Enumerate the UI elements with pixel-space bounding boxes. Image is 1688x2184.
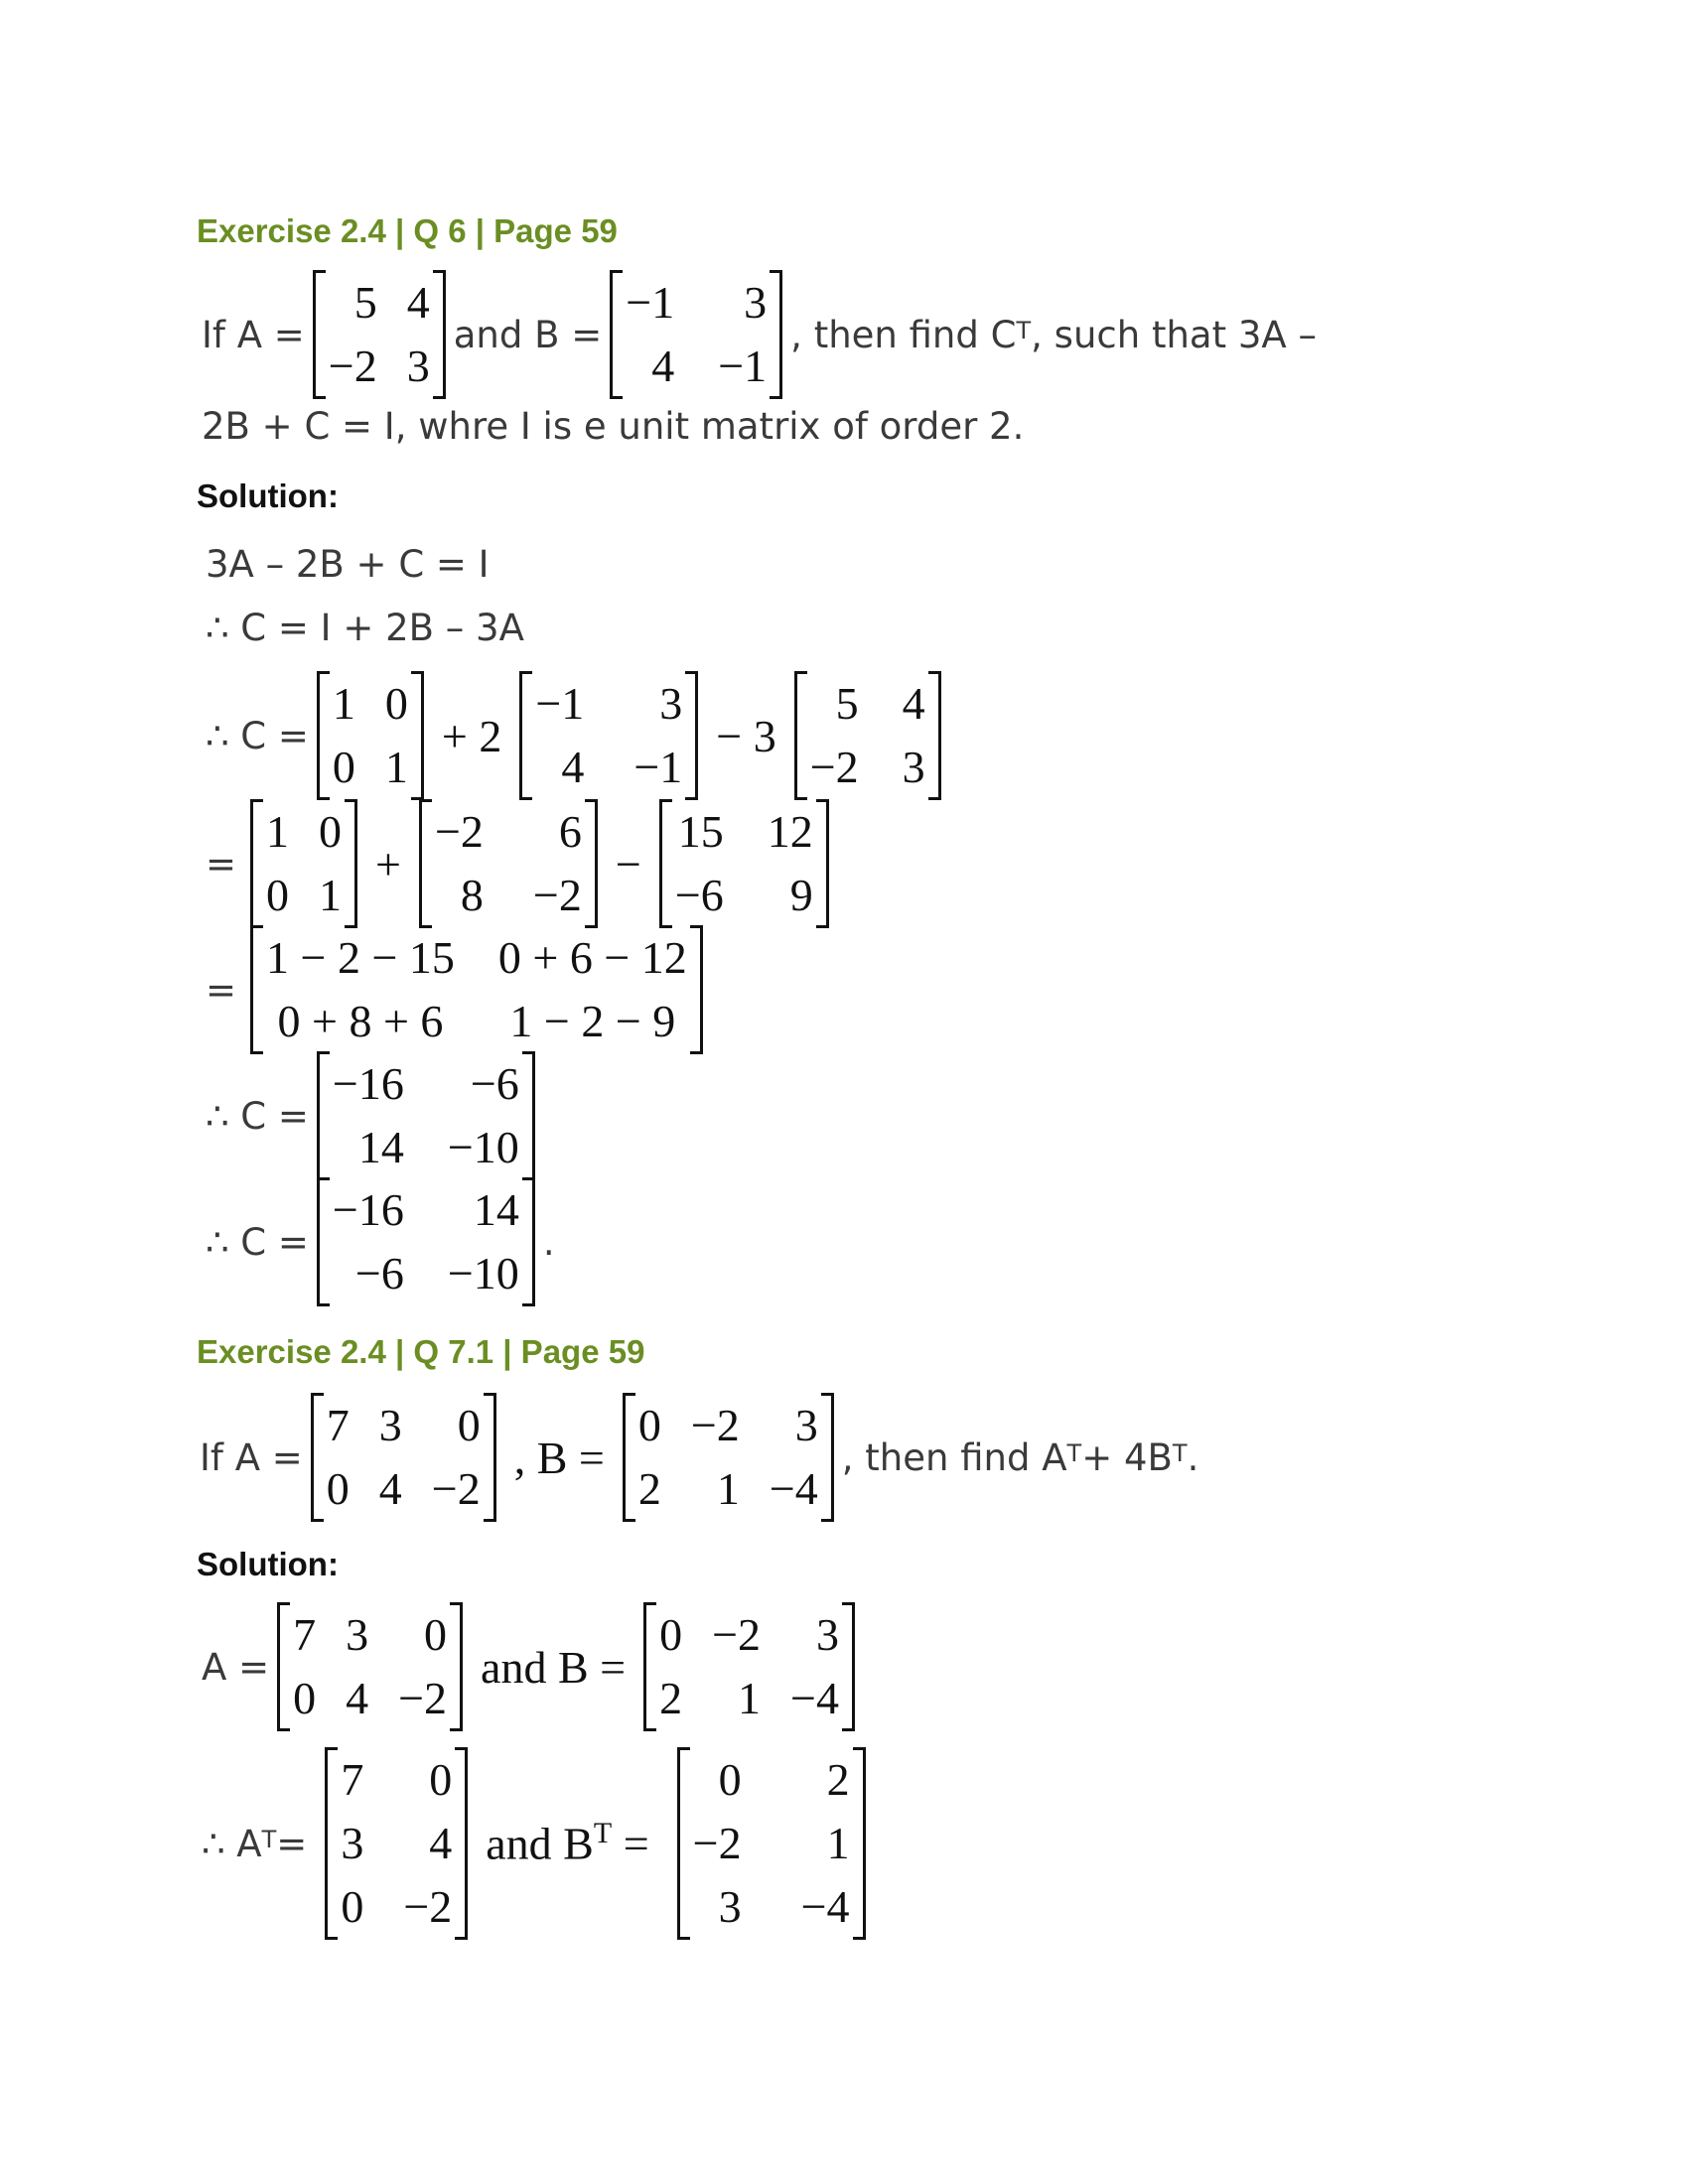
matrix-B: 0 −2 3 2 1 −4 [643,1602,855,1731]
exercise-heading-q7-1: Exercise 2.4 | Q 7.1 | Page 59 [197,1333,645,1370]
exercise-heading-q6: Exercise 2.4 | Q 6 | Page 59 [197,212,618,249]
solution-step-transposes: ∴ A $^T$ = 7 0 3 4 0 −2 and $B^T$ = 0 2 −2 1 3 −4 [202,1747,874,1940]
matrix-3A: 15 12 −6 9 [659,799,829,928]
question-text: , then find C $^T$ , such that 3A – [790,313,1317,356]
solution-step: ∴ C = I + 2B – 3A [206,607,524,649]
solution-step-given: A = 7 3 0 0 4 −2 and B = 0 −2 3 2 1 −4 [202,1602,863,1731]
matrix-2B: −2 6 8 −2 [419,799,598,928]
matrix-identity: 1 0 0 1 [250,799,357,928]
matrix-A: 7 3 0 0 4 −2 [311,1393,496,1522]
question-text: and B = [453,313,603,356]
matrix-A-transpose: 7 0 3 4 0 −2 [325,1747,468,1940]
question-q6-line1 [202,270,1317,399]
question-text: If A = [202,313,305,356]
solution-step-final: ∴ C = −16 14 −6 −10 . [206,1177,555,1306]
solution-step-expansion: ∴ C = 1 0 0 1 + 2 −1 3 4 −1 − 3 5 4 −2 3 [206,671,949,800]
solution-step-scaled: = 1 0 0 1 + −2 6 8 −2 − 15 12 −6 9 [206,799,837,928]
matrix-A: 5 4 −2 3 [313,270,446,399]
matrix-C: −16 −6 14 −10 [317,1051,535,1180]
matrix-B: 0 −2 3 2 1 −4 [623,1393,834,1522]
solution-step-result: ∴ C = −16 −6 14 −10 [206,1051,543,1180]
question-text: , then find A $^T$ + 4B $^T$ . [841,1435,1199,1479]
matrix-B: −1 3 4 −1 [519,671,698,800]
matrix-B: −1 3 4 −1 [610,270,782,399]
matrix-B-transpose: 0 2 −2 1 3 −4 [677,1747,866,1940]
solution-label: Solution: [197,1546,339,1582]
matrix-identity: 1 0 0 1 [317,671,424,800]
matrix-C-transpose: −16 14 −6 −10 [317,1177,535,1306]
matrix-A: 7 3 0 0 4 −2 [277,1602,463,1731]
question-q6-line2: 2B + C = I, whre I is e unit matrix of order 2. [202,405,1025,448]
matrix-A: 5 4 −2 3 [794,671,941,800]
solution-label: Solution: [197,478,339,514]
question-q7-1: If A = 7 3 0 0 4 −2 , B = 0 −2 3 2 1 −4 , then find A $^T$ + 4B $^T$ . [200,1393,1198,1522]
solution-step-sum: = 1 − 2 − 15 0 + 6 − 12 0 + 8 + 6 1 − 2 − 9 [206,925,711,1054]
solution-step: 3A – 2B + C = I [206,543,490,586]
matrix-sum: 1 − 2 − 15 0 + 6 − 12 0 + 8 + 6 1 − 2 − 9 [250,925,703,1054]
